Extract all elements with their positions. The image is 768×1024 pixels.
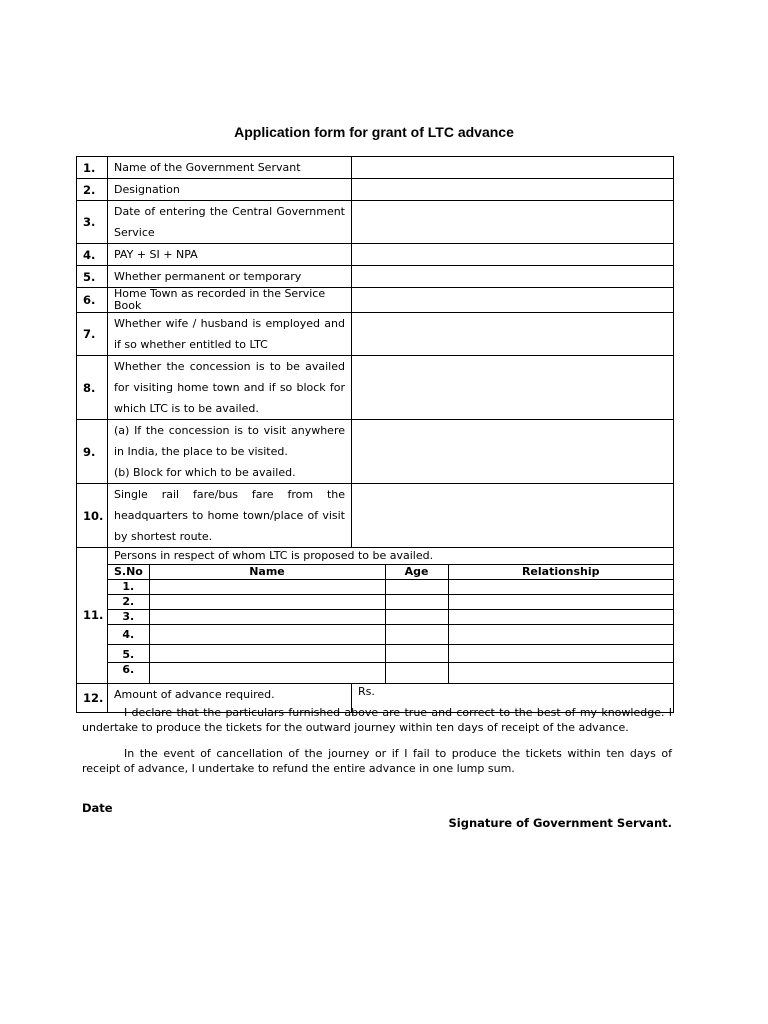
government-servant-name-field[interactable] (352, 157, 674, 179)
row-label-permanent-or-temporary: Whether permanent or temporary (108, 266, 352, 288)
person-relationship-field[interactable] (448, 645, 673, 663)
row-label-designation: Designation (108, 179, 352, 201)
row-label-date-of-entry: Date of entering the Central Government Service (108, 201, 352, 244)
person-name-field[interactable] (149, 580, 385, 595)
person-age-field[interactable] (385, 663, 448, 683)
person-sno: 1. (108, 580, 149, 595)
spouse-employed-field[interactable] (352, 313, 674, 356)
person-sno: 3. (108, 610, 149, 625)
form-row-3 (77, 201, 674, 244)
form-row-2 (77, 179, 674, 201)
person-name-field[interactable] (149, 625, 385, 645)
row-number: 11. (77, 548, 108, 684)
person-name-field[interactable] (149, 595, 385, 610)
person-row (108, 663, 673, 683)
row-number: 9. (77, 420, 108, 484)
column-header-sno: S.No (108, 565, 149, 580)
person-name-field[interactable] (149, 645, 385, 663)
home-town-field[interactable] (352, 288, 674, 313)
pay-field[interactable] (352, 244, 674, 266)
person-relationship-field[interactable] (448, 595, 673, 610)
declaration-paragraph-2: In the event of cancellation of the journey or if I fail to produce the tickets within ten days of receipt of advance, I undertake to refund the entire advance in one lump sum. (82, 747, 672, 775)
designation-field[interactable] (352, 179, 674, 201)
currency-label: Rs. (358, 684, 375, 698)
signature-label: Signature of Government Servant. (448, 816, 672, 830)
fare-field[interactable] (352, 484, 674, 548)
row-label-place-to-visit (108, 420, 352, 484)
person-age-field[interactable] (385, 610, 448, 625)
home-town-concession-field[interactable] (352, 356, 674, 420)
column-header-age: Age (385, 565, 448, 580)
row-number: 7. (77, 313, 108, 356)
form-row-4 (77, 244, 674, 266)
row-number: 10. (77, 484, 108, 548)
person-row (108, 625, 673, 645)
row-number: 4. (77, 244, 108, 266)
row-number: 6. (77, 288, 108, 313)
person-relationship-field[interactable] (448, 625, 673, 645)
person-relationship-field[interactable] (448, 580, 673, 595)
persons-section (108, 548, 674, 684)
person-name-field[interactable] (149, 610, 385, 625)
form-row-10 (77, 484, 674, 548)
row-number: 1. (77, 157, 108, 179)
form-row-6 (77, 288, 674, 313)
row-number: 12. (77, 683, 108, 712)
person-age-field[interactable] (385, 595, 448, 610)
row-number: 5. (77, 266, 108, 288)
person-sno: 4. (108, 625, 149, 645)
row-label-spouse-employed: Whether wife / husband is employed and if so whether entitled to LTC (108, 313, 352, 356)
date-of-entry-field[interactable] (352, 201, 674, 244)
row-number: 2. (77, 179, 108, 201)
person-sno: 2. (108, 595, 149, 610)
form-row-1 (77, 157, 674, 179)
person-relationship-field[interactable] (448, 610, 673, 625)
row-label-home-town: Home Town as recorded in the Service Book (108, 288, 352, 313)
person-name-field[interactable] (149, 663, 385, 683)
row-number: 3. (77, 201, 108, 244)
person-sno: 5. (108, 645, 149, 663)
persons-table (108, 565, 673, 683)
form-row-8 (77, 356, 674, 420)
row-label-fare: Single rail fare/bus fare from the headquarters to home town/place of visit by shortest route. (108, 484, 352, 548)
column-header-relationship: Relationship (448, 565, 673, 580)
declaration-paragraph-1: I declare that the particulars furnished above are true and correct to the best of my knowledge. I undertake to produce the tickets for the outward journey within ten days of receipt of the advance. (82, 706, 672, 734)
person-row (108, 580, 673, 595)
permanent-or-temporary-field[interactable] (352, 266, 674, 288)
row-label-name: Name of the Government Servant (108, 157, 352, 179)
person-relationship-field[interactable] (448, 663, 673, 683)
person-row (108, 595, 673, 610)
place-to-visit-label: (a) If the concession is to visit anywhere in India, the place to be visited. (114, 424, 345, 458)
column-header-name: Name (149, 565, 385, 580)
person-row (108, 610, 673, 625)
block-label: (b) Block for which to be availed. (114, 466, 296, 479)
row-label-home-town-concession: Whether the concession is to be availed for visiting home town and if so block for which LTC is to be availed. (108, 356, 352, 420)
form-row-5 (77, 266, 674, 288)
persons-heading: Persons in respect of whom LTC is proposed to be availed. (108, 548, 673, 565)
person-age-field[interactable] (385, 645, 448, 663)
place-to-visit-field[interactable] (352, 420, 674, 484)
form-row-11 (77, 548, 674, 684)
person-age-field[interactable] (385, 625, 448, 645)
application-form-table (76, 156, 674, 713)
person-age-field[interactable] (385, 580, 448, 595)
form-row-9 (77, 420, 674, 484)
row-label-advance-amount: Amount of advance required. (108, 683, 352, 712)
form-row-7 (77, 313, 674, 356)
row-label-pay: PAY + SI + NPA (108, 244, 352, 266)
date-label: Date (82, 801, 113, 815)
form-title: Application form for grant of LTC advance (234, 124, 514, 140)
person-row (108, 645, 673, 663)
person-sno: 6. (108, 663, 149, 683)
row-number: 8. (77, 356, 108, 420)
